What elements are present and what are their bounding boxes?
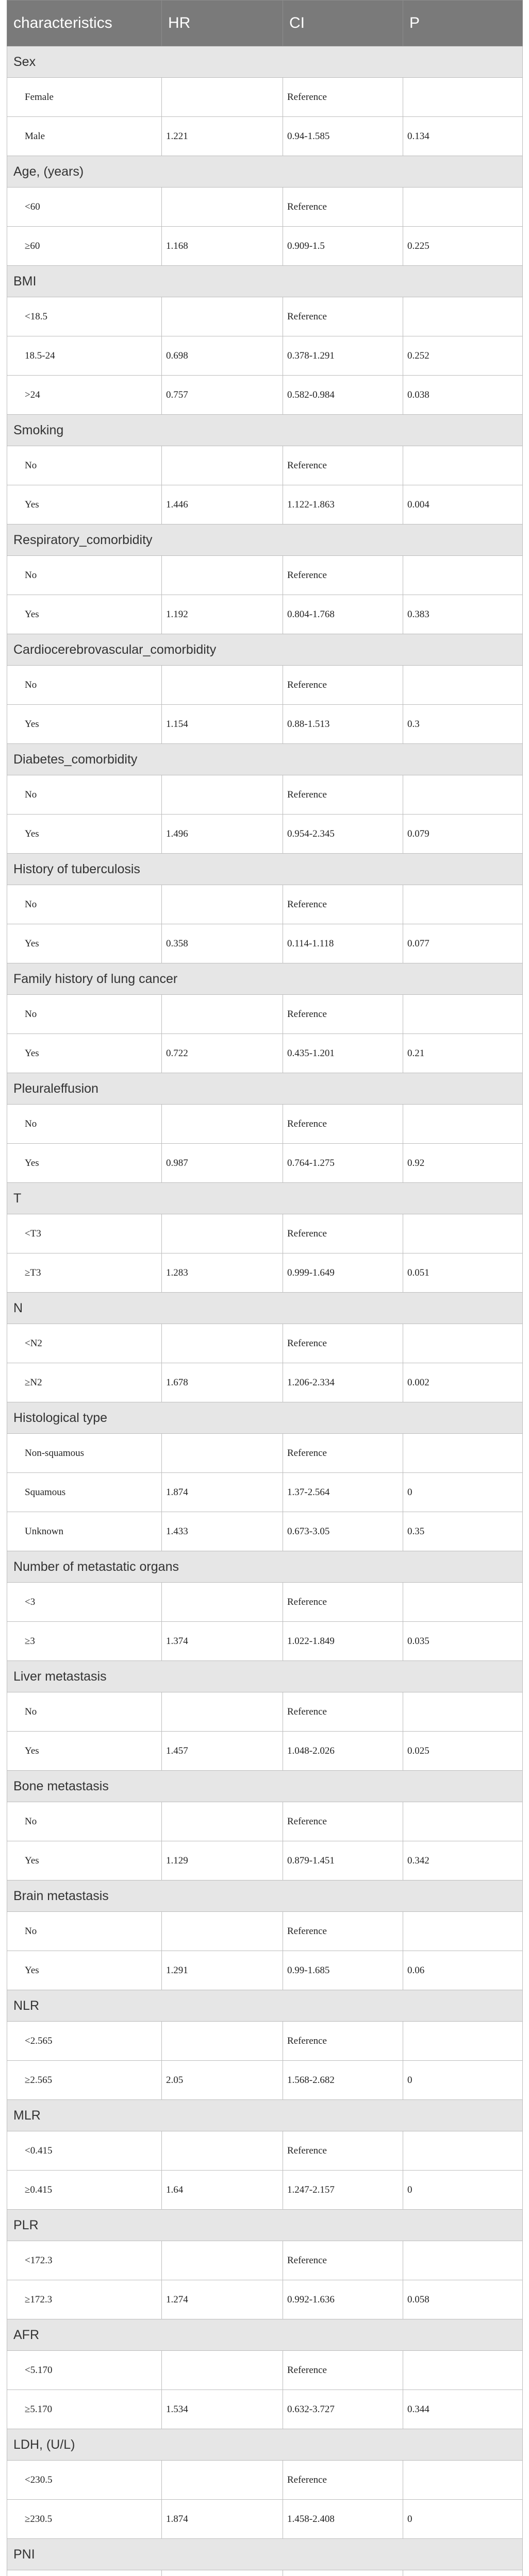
cell-hr <box>162 78 283 117</box>
cell-hr: 1.496 <box>162 815 283 854</box>
cell-p <box>403 2570 523 2576</box>
cell-hr <box>162 556 283 595</box>
table-row <box>7 2500 523 2539</box>
cell-hr <box>162 885 283 924</box>
group-label: Bone metastasis <box>7 1771 523 1802</box>
table-row <box>7 1473 523 1512</box>
cell-characteristic: No <box>7 556 162 595</box>
cell-p: 0.21 <box>403 1034 523 1073</box>
group-header-row <box>7 1402 523 1434</box>
group-label: NLR <box>7 1990 523 2022</box>
table-header <box>7 1 523 46</box>
cell-ci: 0.909-1.5 <box>283 227 403 266</box>
cell-characteristic: Non-squamous <box>7 1434 162 1473</box>
cell-ci: Reference <box>283 78 403 117</box>
cell-hr <box>162 2241 283 2280</box>
cell-p: 0 <box>403 2500 523 2539</box>
cell-characteristic: ≥2.565 <box>7 2061 162 2100</box>
cell-characteristic: ≥T3 <box>7 1253 162 1293</box>
group-label: N <box>7 1293 523 1324</box>
cell-characteristic: Yes <box>7 485 162 524</box>
cell-hr: 0.757 <box>162 376 283 415</box>
cell-ci: 1.206-2.334 <box>283 1363 403 1402</box>
cell-characteristic: Yes <box>7 705 162 744</box>
cell-hr: 1.433 <box>162 1512 283 1551</box>
table-row <box>7 117 523 156</box>
cell-p <box>403 556 523 595</box>
cell-ci: Reference <box>283 995 403 1034</box>
table-row <box>7 2022 523 2061</box>
cell-hr: 0.358 <box>162 924 283 963</box>
cell-ci: 0.94-1.585 <box>283 117 403 156</box>
cell-p <box>403 1434 523 1473</box>
cell-ci: 0.764-1.275 <box>283 1144 403 1183</box>
cell-hr <box>162 2570 283 2576</box>
table-row <box>7 1253 523 1293</box>
table-row <box>7 227 523 266</box>
cell-p: 0.035 <box>403 1622 523 1661</box>
cell-hr: 1.291 <box>162 1951 283 1990</box>
cell-ci: Reference <box>283 2022 403 2061</box>
cell-ci: Reference <box>283 1692 403 1732</box>
cell-characteristic: <230.5 <box>7 2461 162 2500</box>
group-label: MLR <box>7 2100 523 2131</box>
group-header-row <box>7 634 523 666</box>
cell-ci: Reference <box>283 1214 403 1253</box>
cell-hr: 1.154 <box>162 705 283 744</box>
cell-hr: 0.698 <box>162 336 283 376</box>
table-row <box>7 1802 523 1841</box>
group-header-row <box>7 1990 523 2022</box>
table-row <box>7 1951 523 1990</box>
cell-p: 0.92 <box>403 1144 523 1183</box>
group-header-row <box>7 2539 523 2570</box>
cell-hr <box>162 1105 283 1144</box>
cell-ci: 0.378-1.291 <box>283 336 403 376</box>
header-row <box>7 1 523 46</box>
cell-characteristic: ≥N2 <box>7 1363 162 1402</box>
table-row <box>7 815 523 854</box>
cell-ci: 1.568-2.682 <box>283 2061 403 2100</box>
cell-p: 0.344 <box>403 2390 523 2429</box>
group-header-row <box>7 46 523 78</box>
cell-p <box>403 2461 523 2500</box>
group-label: Liver metastasis <box>7 1661 523 1692</box>
group-label: Cardiocerebrovascular_comorbidity <box>7 634 523 666</box>
table-row <box>7 885 523 924</box>
cell-p: 0.342 <box>403 1841 523 1880</box>
table-row <box>7 336 523 376</box>
cell-hr <box>162 1692 283 1732</box>
cell-p <box>403 1105 523 1144</box>
cell-characteristic: No <box>7 775 162 815</box>
cell-p: 0.038 <box>403 376 523 415</box>
header-characteristics: characteristics <box>7 1 162 46</box>
table-row <box>7 1912 523 1951</box>
group-label: Smoking <box>7 415 523 446</box>
table-row <box>7 1144 523 1183</box>
table-row <box>7 995 523 1034</box>
table-row <box>7 1732 523 1771</box>
table-row <box>7 556 523 595</box>
group-label: T <box>7 1183 523 1214</box>
cell-hr <box>162 2351 283 2390</box>
cell-ci: 1.022-1.849 <box>283 1622 403 1661</box>
group-label: Pleuraleffusion <box>7 1073 523 1105</box>
table-row <box>7 1583 523 1622</box>
cell-p <box>403 1912 523 1951</box>
cell-p <box>403 666 523 705</box>
group-label: BMI <box>7 266 523 297</box>
cell-characteristic: <3 <box>7 1583 162 1622</box>
cell-ci: Reference <box>283 1583 403 1622</box>
cell-hr: 1.129 <box>162 1841 283 1880</box>
cell-ci: 0.582-0.984 <box>283 376 403 415</box>
cell-p: 0 <box>403 1473 523 1512</box>
cell-characteristic: ≥0.415 <box>7 2171 162 2210</box>
group-label: History of tuberculosis <box>7 854 523 885</box>
cell-p: 0.079 <box>403 815 523 854</box>
table-row <box>7 2061 523 2100</box>
cell-hr <box>162 775 283 815</box>
cell-characteristic: <2.565 <box>7 2022 162 2061</box>
group-header-row <box>7 854 523 885</box>
cell-ci: 1.122-1.863 <box>283 485 403 524</box>
cell-characteristic: Yes <box>7 595 162 634</box>
header-ci: CI <box>283 1 403 46</box>
cell-hr <box>162 995 283 1034</box>
cell-ci: 1.37-2.564 <box>283 1473 403 1512</box>
cell-ci: Reference <box>283 1434 403 1473</box>
cell-ci: Reference <box>283 1324 403 1363</box>
table-row <box>7 1841 523 1880</box>
cell-hr <box>162 1583 283 1622</box>
header-p: P <box>403 1 523 46</box>
group-header-row <box>7 1661 523 1692</box>
cell-hr: 1.374 <box>162 1622 283 1661</box>
table-row <box>7 1034 523 1073</box>
cell-hr: 1.64 <box>162 2171 283 2210</box>
group-header-row <box>7 415 523 446</box>
cell-ci <box>283 2570 403 2576</box>
table-row <box>7 2461 523 2500</box>
group-header-row <box>7 963 523 995</box>
cell-ci: 0.435-1.201 <box>283 1034 403 1073</box>
cell-characteristic: No <box>7 1692 162 1732</box>
table-row <box>7 2280 523 2319</box>
table-row <box>7 2131 523 2171</box>
cell-hr: 0.722 <box>162 1034 283 1073</box>
cell-characteristic: Squamous <box>7 1473 162 1512</box>
table-row <box>7 666 523 705</box>
cell-hr <box>162 1324 283 1363</box>
cell-p: 0.134 <box>403 117 523 156</box>
cell-ci: 1.458-2.408 <box>283 2500 403 2539</box>
group-header-row <box>7 266 523 297</box>
group-header-row <box>7 524 523 556</box>
table-row <box>7 924 523 963</box>
cell-p <box>403 2241 523 2280</box>
table-row <box>7 775 523 815</box>
cell-ci: Reference <box>283 775 403 815</box>
cell-ci: 0.999-1.649 <box>283 1253 403 1293</box>
table-row <box>7 1324 523 1363</box>
table-row <box>7 2171 523 2210</box>
cell-characteristic: Yes <box>7 1732 162 1771</box>
group-label: PNI <box>7 2539 523 2570</box>
cell-ci: Reference <box>283 885 403 924</box>
table-row <box>7 446 523 485</box>
group-label: Diabetes_comorbidity <box>7 744 523 775</box>
table-row <box>7 78 523 117</box>
table-row <box>7 2351 523 2390</box>
cell-ci: 0.879-1.451 <box>283 1841 403 1880</box>
group-header-row <box>7 1551 523 1583</box>
group-header-row <box>7 156 523 188</box>
cell-p <box>403 995 523 1034</box>
cell-hr <box>162 2022 283 2061</box>
group-label: Brain metastasis <box>7 1880 523 1912</box>
cell-characteristic: ≥60 <box>7 227 162 266</box>
cell-hr: 1.168 <box>162 227 283 266</box>
group-header-row <box>7 2429 523 2461</box>
group-label: Sex <box>7 46 523 78</box>
table-row <box>7 2570 523 2576</box>
cell-p: 0.3 <box>403 705 523 744</box>
cell-characteristic: Yes <box>7 924 162 963</box>
cell-ci: Reference <box>283 1105 403 1144</box>
cell-characteristic: <0.415 <box>7 2131 162 2171</box>
cell-ci: Reference <box>283 2351 403 2390</box>
cell-p: 0.051 <box>403 1253 523 1293</box>
cell-characteristic: Male <box>7 117 162 156</box>
cell-p: 0.025 <box>403 1732 523 1771</box>
cell-p <box>403 188 523 227</box>
group-label: Respiratory_comorbidity <box>7 524 523 556</box>
cell-ci: 0.954-2.345 <box>283 815 403 854</box>
group-label: AFR <box>7 2319 523 2351</box>
cell-ci: Reference <box>283 666 403 705</box>
cell-p: 0.06 <box>403 1951 523 1990</box>
cell-ci: 0.673-3.05 <box>283 1512 403 1551</box>
cell-hr <box>162 297 283 336</box>
cell-hr: 1.192 <box>162 595 283 634</box>
cell-ci: 0.88-1.513 <box>283 705 403 744</box>
table-row <box>7 188 523 227</box>
group-header-row <box>7 744 523 775</box>
cell-p <box>403 885 523 924</box>
table-row <box>7 1622 523 1661</box>
table-row <box>7 1434 523 1473</box>
cell-ci: 0.804-1.768 <box>283 595 403 634</box>
group-label: LDH, (U/L) <box>7 2429 523 2461</box>
cell-ci: 0.114-1.118 <box>283 924 403 963</box>
table-row <box>7 2241 523 2280</box>
cell-hr: 0.987 <box>162 1144 283 1183</box>
table-body <box>7 46 523 2576</box>
group-header-row <box>7 1880 523 1912</box>
header-hr: HR <box>162 1 283 46</box>
group-label: Age, (years) <box>7 156 523 188</box>
cell-characteristic: Yes <box>7 815 162 854</box>
table-row <box>7 1692 523 1732</box>
cell-p <box>403 2022 523 2061</box>
group-header-row <box>7 2100 523 2131</box>
cell-hr <box>162 446 283 485</box>
cell-hr: 1.874 <box>162 2500 283 2539</box>
cell-p: 0.383 <box>403 595 523 634</box>
cell-hr <box>162 1802 283 1841</box>
cell-hr: 1.446 <box>162 485 283 524</box>
cell-hr: 1.221 <box>162 117 283 156</box>
cell-characteristic: No <box>7 1105 162 1144</box>
cell-ci: 0.632-3.727 <box>283 2390 403 2429</box>
cell-characteristic: Yes <box>7 1034 162 1073</box>
cell-hr <box>162 2131 283 2171</box>
cell-hr: 1.283 <box>162 1253 283 1293</box>
table-row <box>7 297 523 336</box>
cell-p <box>403 2131 523 2171</box>
cell-characteristic: Unknown <box>7 1512 162 1551</box>
cell-characteristic: ≥3 <box>7 1622 162 1661</box>
cell-p <box>403 297 523 336</box>
cell-characteristic: ≥172.3 <box>7 2280 162 2319</box>
cell-characteristic: No <box>7 446 162 485</box>
cell-p <box>403 2351 523 2390</box>
cell-ci: Reference <box>283 1912 403 1951</box>
cell-ci: Reference <box>283 297 403 336</box>
cell-p: 0.35 <box>403 1512 523 1551</box>
cell-ci: Reference <box>283 2131 403 2171</box>
cell-characteristic: No <box>7 885 162 924</box>
cell-p: 0 <box>403 2061 523 2100</box>
cell-p: 0.252 <box>403 336 523 376</box>
group-label: Number of metastatic organs <box>7 1551 523 1583</box>
cell-hr <box>162 188 283 227</box>
table-row <box>7 485 523 524</box>
cell-characteristic: Yes <box>7 1144 162 1183</box>
cell-characteristic: <18.5 <box>7 297 162 336</box>
cell-p: 0.058 <box>403 2280 523 2319</box>
cell-hr <box>162 1434 283 1473</box>
cell-p <box>403 1324 523 1363</box>
group-header-row <box>7 2210 523 2241</box>
cell-p <box>403 1802 523 1841</box>
cell-hr: 1.457 <box>162 1732 283 1771</box>
cell-p: 0.077 <box>403 924 523 963</box>
cell-p: 0.004 <box>403 485 523 524</box>
cell-hr: 1.874 <box>162 1473 283 1512</box>
cell-ci: Reference <box>283 188 403 227</box>
table-row <box>7 705 523 744</box>
table-row <box>7 1214 523 1253</box>
cell-characteristic <box>7 2570 162 2576</box>
table-row <box>7 1363 523 1402</box>
group-label: Family history of lung cancer <box>7 963 523 995</box>
cell-p: 0 <box>403 2171 523 2210</box>
group-header-row <box>7 1771 523 1802</box>
cell-characteristic: Female <box>7 78 162 117</box>
cell-characteristic: 18.5-24 <box>7 336 162 376</box>
results-table <box>7 0 523 2576</box>
table-row <box>7 1105 523 1144</box>
cell-hr: 1.534 <box>162 2390 283 2429</box>
table-row <box>7 2390 523 2429</box>
cell-p: 0.002 <box>403 1363 523 1402</box>
cell-characteristic: ≥230.5 <box>7 2500 162 2539</box>
cell-ci: Reference <box>283 556 403 595</box>
cell-p <box>403 1214 523 1253</box>
group-label: Histological type <box>7 1402 523 1434</box>
cell-characteristic: <5.170 <box>7 2351 162 2390</box>
cell-p <box>403 78 523 117</box>
cell-hr: 1.274 <box>162 2280 283 2319</box>
cell-hr: 1.678 <box>162 1363 283 1402</box>
group-label: PLR <box>7 2210 523 2241</box>
cell-hr <box>162 666 283 705</box>
cell-characteristic: <60 <box>7 188 162 227</box>
cell-ci: 0.99-1.685 <box>283 1951 403 1990</box>
cell-hr <box>162 1912 283 1951</box>
group-header-row <box>7 1073 523 1105</box>
cell-characteristic: >24 <box>7 376 162 415</box>
cell-characteristic: Yes <box>7 1841 162 1880</box>
cell-ci: 0.992-1.636 <box>283 2280 403 2319</box>
table-row <box>7 376 523 415</box>
table-row <box>7 1512 523 1551</box>
cell-characteristic: Yes <box>7 1951 162 1990</box>
cell-characteristic: ≥5.170 <box>7 2390 162 2429</box>
cell-ci: Reference <box>283 2461 403 2500</box>
cell-characteristic: No <box>7 1912 162 1951</box>
cell-p <box>403 446 523 485</box>
cell-hr <box>162 1214 283 1253</box>
table-row <box>7 595 523 634</box>
cell-characteristic: No <box>7 1802 162 1841</box>
cell-ci: Reference <box>283 2241 403 2280</box>
cell-ci: 1.247-2.157 <box>283 2171 403 2210</box>
group-header-row <box>7 2319 523 2351</box>
cell-ci: 1.048-2.026 <box>283 1732 403 1771</box>
cell-characteristic: <N2 <box>7 1324 162 1363</box>
cell-hr <box>162 2461 283 2500</box>
cell-p <box>403 1692 523 1732</box>
cell-p: 0.225 <box>403 227 523 266</box>
cell-p <box>403 775 523 815</box>
cell-characteristic: <172.3 <box>7 2241 162 2280</box>
group-header-row <box>7 1183 523 1214</box>
cell-ci: Reference <box>283 446 403 485</box>
cell-characteristic: No <box>7 666 162 705</box>
cell-characteristic: No <box>7 995 162 1034</box>
cell-characteristic: <T3 <box>7 1214 162 1253</box>
cell-hr: 2.05 <box>162 2061 283 2100</box>
cell-p <box>403 1583 523 1622</box>
group-header-row <box>7 1293 523 1324</box>
cell-ci: Reference <box>283 1802 403 1841</box>
